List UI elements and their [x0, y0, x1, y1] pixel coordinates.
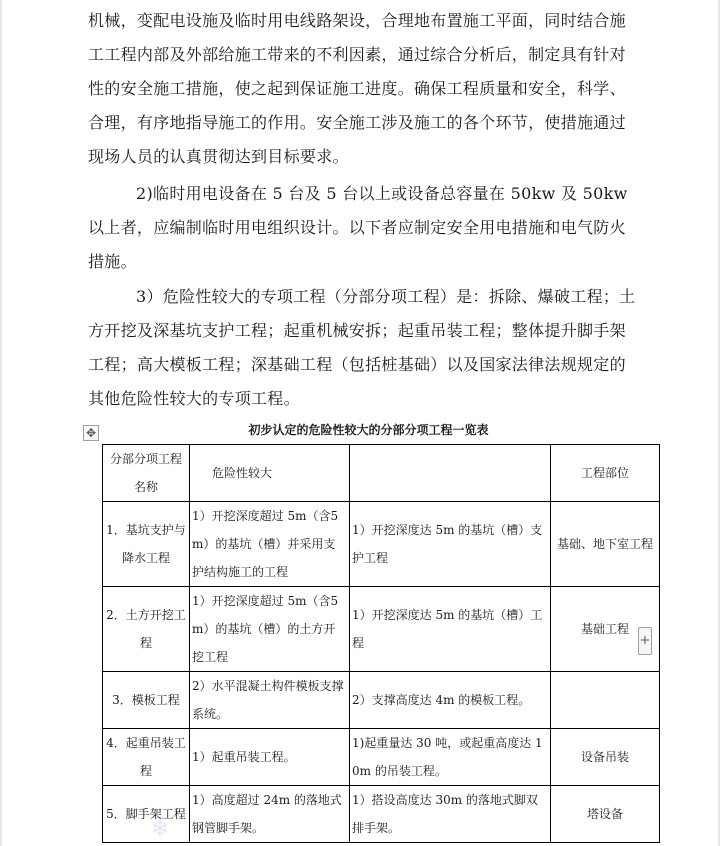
watermark-snowflake-icon: ❄ [150, 817, 170, 842]
page-edge-left [0, 0, 2, 846]
paragraph-2: 2)临时用电设备在 5 台及 5 台以上或设备总容量在 50kw 及 50kw 以上者，应编制临时用电组织设计。以下者应制定安全用电措施和电气防火措施。 [88, 184, 628, 271]
cell-scope[interactable]: 1）开挖深度达 5m 的基坑（槽）支护工程 [350, 502, 551, 587]
cell-location[interactable]: 设备吊装 [551, 729, 660, 786]
cell-name[interactable]: 1．基坑支护与降水工程 [103, 502, 190, 587]
cell-danger[interactable]: 1）开挖深度超过 5m（含5m）的基坑（槽）并采用支护结构施工的工程 [190, 502, 350, 587]
cell-danger[interactable]: 1）起重吊装工程。 [190, 729, 350, 786]
cell-danger[interactable]: 1）高度超过 24m 的落地式钢管脚手架。 [190, 786, 350, 843]
table-row [103, 502, 660, 587]
cell-location[interactable]: 基础、地下室工程 [551, 502, 660, 587]
cell-danger[interactable]: 1）开挖深度超过 5m（含5m）的基坑（槽）的土方开挖工程 [190, 587, 350, 672]
header-scope-empty[interactable] [350, 445, 551, 502]
table-move-handle-icon[interactable]: ✥ [83, 425, 99, 441]
table-header-row [103, 445, 660, 502]
cell-location[interactable]: 基础工程 [551, 587, 660, 672]
cell-scope[interactable]: 1）搭设高度达 30m 的落地式脚双排手架。 [350, 786, 551, 843]
paragraph-1: 机械，变配电设施及临时用电线路架设，合理地布置施工平面，同时结合施工工程内部及外部给施工带来的不利因素，通过综合分析后，制定具有针对性的安全施工措施，使之起到保证施工进度。确保工程质量和安全，科学、合理，有序地指导施工的作用。安全施工涉及施工的各个环节，使措施通过现场人员的认真贯彻达到目标要求。 [88, 11, 626, 166]
cell-scope[interactable]: 2）支撑高度达 4m 的模板工程。 [350, 672, 551, 729]
cell-name[interactable]: 3．模板工程 [103, 672, 190, 729]
table-row [103, 786, 660, 843]
header-danger[interactable]: 危险性较大 [190, 445, 350, 502]
table-title: 初步认定的危险性较大的分部分项工程一览表 [248, 423, 489, 437]
cell-location[interactable] [551, 672, 660, 729]
add-column-plus-icon[interactable]: + [638, 627, 652, 655]
project-table [102, 444, 660, 843]
cell-scope[interactable]: 1)起重量达 30 吨，或起重高度达 10m 的吊装工程。 [350, 729, 551, 786]
header-name[interactable]: 分部分项工程名称 [103, 445, 190, 502]
cell-name[interactable]: 2．土方开挖工程 [103, 587, 190, 672]
table-row [103, 672, 660, 729]
table-row [103, 729, 660, 786]
cell-danger[interactable]: 2）水平混凝土构件模板支撑系统。 [190, 672, 350, 729]
table-row [103, 587, 660, 672]
cell-name[interactable]: 4．起重吊装工程 [103, 729, 190, 786]
cell-location[interactable]: 塔设备 [551, 786, 660, 843]
cell-scope[interactable]: 1）开挖深度达 5m 的基坑（槽）工程 [350, 587, 551, 672]
paragraph-3: 3）危险性较大的专项工程（分部分项工程）是：拆除、爆破工程；土方开挖及深基坑支护工程；起重机械安拆；起重吊装工程；整体提升脚手架工程；高大模板工程；深基础工程（包括桩基础）以及国家法律法规规定的其他危险性较大的专项工程。 [88, 287, 636, 408]
cell-name[interactable]: 5．脚手架工程 [103, 786, 190, 843]
header-location[interactable]: 工程部位 [551, 445, 660, 502]
